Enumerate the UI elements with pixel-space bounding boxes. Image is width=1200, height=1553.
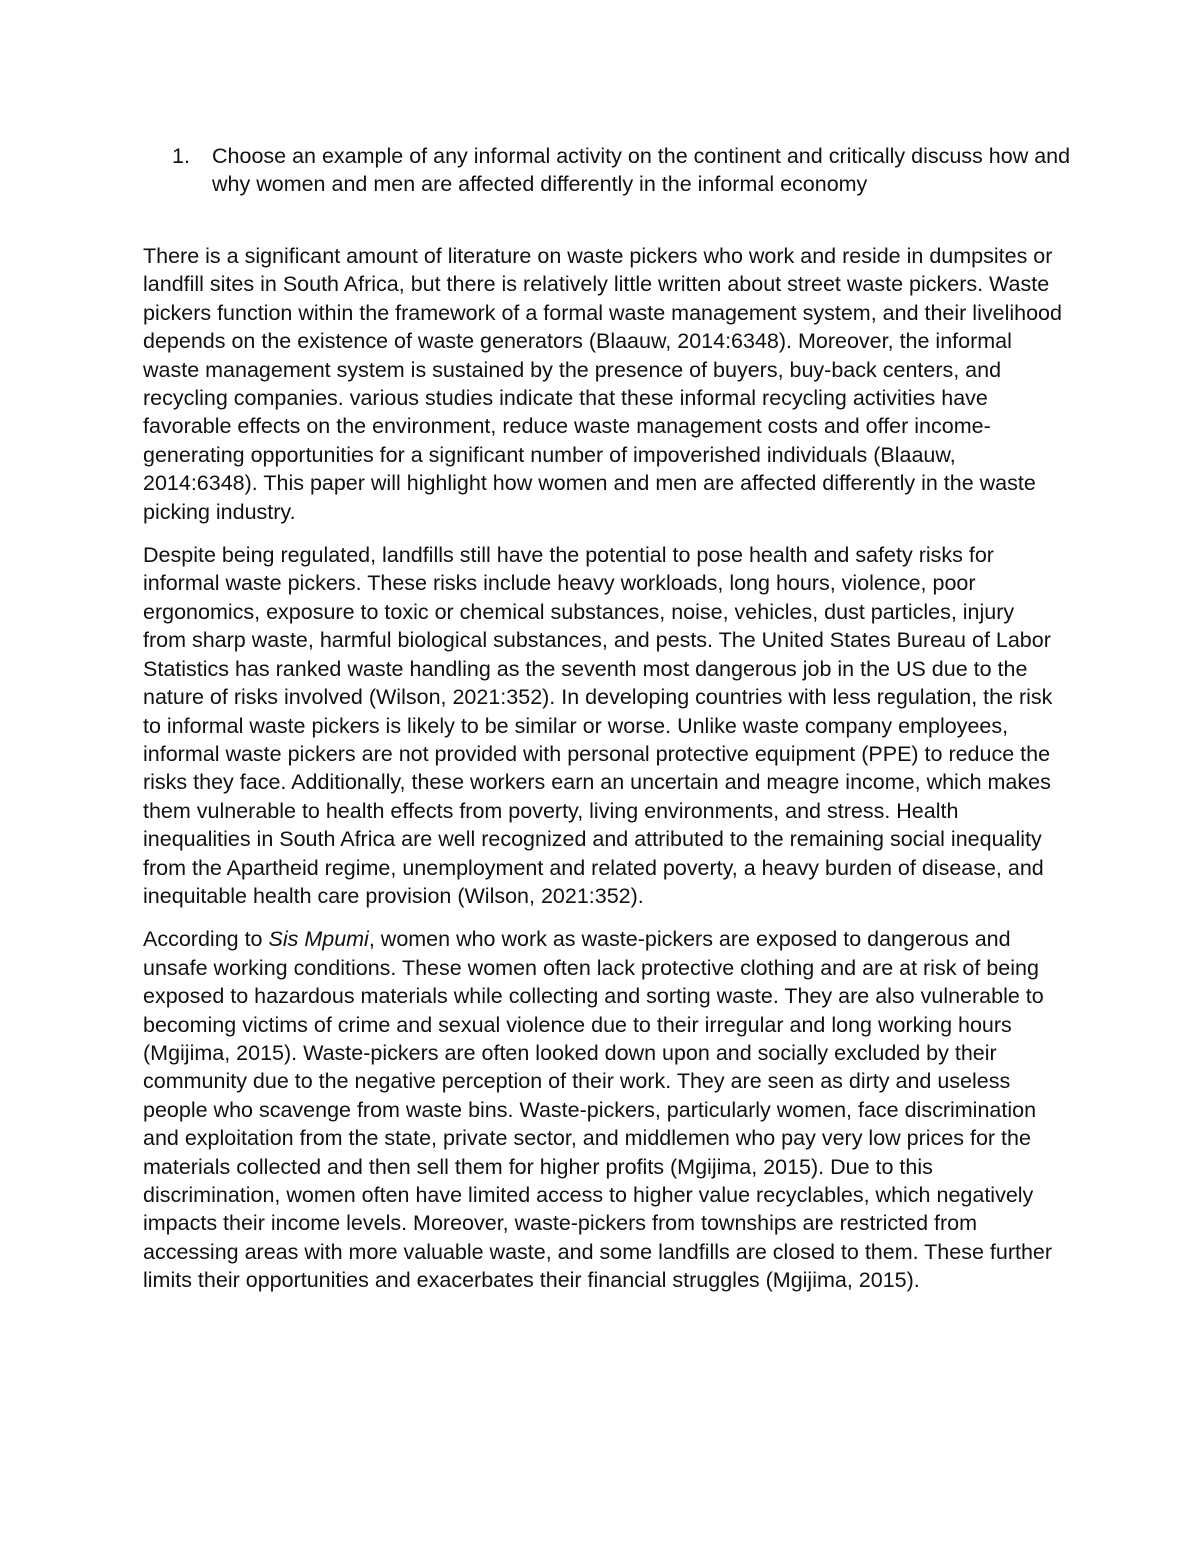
question-item bbox=[172, 142, 1072, 199]
italic-name: Sis Mpumi bbox=[268, 927, 369, 952]
question-text: Choose an example of any informal activity on the continent and critically discuss how and why women and men are affected differently in the informal economy bbox=[212, 144, 1071, 197]
question-number: 1. bbox=[172, 144, 190, 168]
paragraph-lead-text: According to bbox=[143, 927, 269, 952]
essay-body bbox=[143, 242, 1063, 1310]
paragraph-intro: There is a significant amount of literature on waste pickers who work and reside in dumpsites or landfill sites in South Africa, but there is relatively little written about street waste pickers. Waste pickers function within the framework of a formal waste management system, and their livelihood depends on the existence of waste generators (Blaauw, 2014:6348). Moreover, the informal waste management system is sustained by the presence of buyers, buy-back centers, and recycling companies. various studies indicate that these informal recycling activities have favorable effects on the environment, reduce waste management costs and offer income-generating opportunities for a significant number of impoverished individuals (Blaauw, 2014:6348). This paper will highlight how women and men are affected differently in the waste picking industry. bbox=[143, 244, 1062, 524]
paragraph-health-risks: Despite being regulated, landfills still have the potential to pose health and safety risks for informal waste pickers. These risks include heavy workloads, long hours, violence, poor ergonomics, exposure to toxic or chemical substances, noise, vehicles, dust particles, injury from sharp waste, harmful biological substances, and pests. The United States Bureau of Labor Statistics has ranked waste handling as the seventh most dangerous job in the US due to the nature of risks involved (Wilson, 2021:352). In developing countries with less regulation, the risk to informal waste pickers is likely to be similar or worse. Unlike waste company employees, informal waste pickers are not provided with personal protective equipment (PPE) to reduce the risks they face. Additionally, these workers earn an uncertain and meagre income, which makes them vulnerable to health effects from poverty, living environments, and stress. Health inequalities in South Africa are well recognized and attributed to the remaining social inequality from the Apartheid regime, unemployment and related poverty, a heavy burden of disease, and inequitable health care provision (Wilson, 2021:352). bbox=[143, 543, 1053, 908]
paragraph-women-waste-pickers bbox=[143, 925, 1063, 1294]
paragraph-rest-text: , women who work as waste-pickers are exposed to dangerous and unsafe working conditions. These women often lack protective clothing and are at risk of being exposed to hazardous materials while collecting and sorting waste. They are also vulnerable to becoming victims of crime and sexual violence due to their irregular and long working hours (Mgijima, 2015). Waste-pickers are often looked down upon and socially excluded by their community due to the negative perception of their work. They are seen as dirty and useless people who scavenge from waste bins. Waste-pickers, particularly women, face discrimination and exploitation from the state, private sector, and middlemen who pay very low prices for the materials collected and then sell them for higher profits (Mgijima, 2015). Due to this discrimination, women often have limited access to higher value recyclables, which negatively impacts their income levels. Moreover, waste-pickers from townships are restricted from accessing areas with more valuable waste, and some landfills are closed to them. These further limits their opportunities and exacerbates their financial struggles (Mgijima, 2015). bbox=[143, 927, 1053, 1293]
